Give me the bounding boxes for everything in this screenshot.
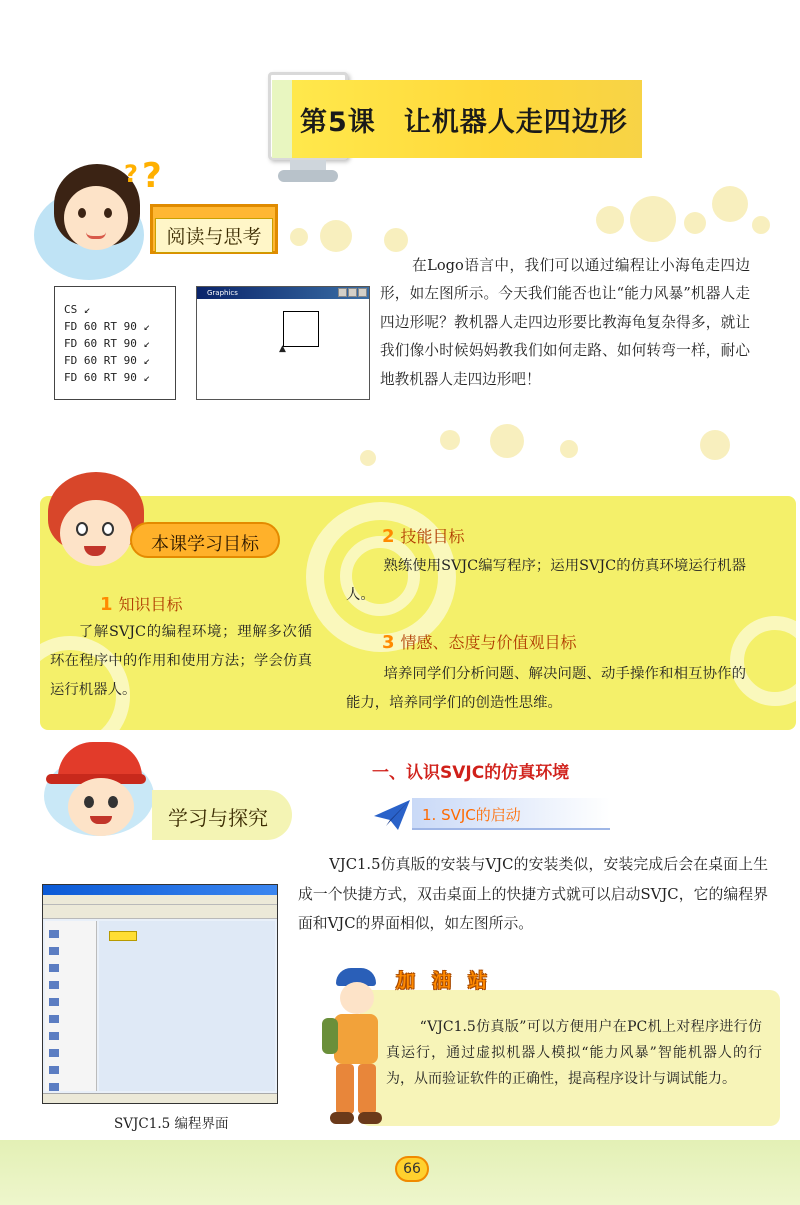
tip-title: 加 油 站 [396, 970, 488, 992]
drawn-square [283, 311, 319, 347]
logo-code-box [54, 286, 176, 400]
goals-section-label: 本课学习目标 [130, 522, 280, 558]
module-palette [45, 921, 97, 1091]
boy-character-illustration [40, 470, 150, 580]
study-section-label: 学习与探究 [152, 790, 292, 840]
code-line: FD 60 RT 90 ↙ [64, 320, 151, 333]
decor-dot [684, 212, 706, 234]
code-line: FD 60 RT 90 ↙ [64, 354, 151, 367]
knowledge-goal-heading: 1 知识目标 [100, 594, 183, 615]
page-number: 66 [395, 1156, 429, 1182]
boy-with-backpack-illustration [316, 966, 386, 1132]
subheading: 1. SVJC的启动 [422, 806, 521, 824]
decor-dot [440, 430, 460, 450]
paper-plane-icon [372, 796, 412, 832]
close-icon [358, 288, 367, 297]
toolbar [43, 905, 277, 919]
graphics-window [196, 286, 370, 400]
decor-dot [560, 440, 578, 458]
decor-dot [320, 220, 352, 252]
statusbar [43, 1093, 277, 1103]
menubar [43, 895, 277, 905]
titlebar [43, 885, 277, 895]
start-block [109, 931, 137, 941]
minimize-icon [338, 288, 347, 297]
decor-dot [290, 228, 308, 246]
decor-dot [700, 430, 730, 460]
tip-text: “VJC1.5仿真版”可以方便用户在PC机上对程序进行仿真运行，通过虚拟机器人模拟“能力风暴”智能机器人的行为，从而验证软件的正确性，提高程序设计与调试能力。 [386, 1019, 762, 1087]
lesson-title: 第5课 让机器人走四边形 [300, 107, 628, 138]
capped-boy-illustration [40, 736, 160, 846]
decor-dot [490, 424, 524, 458]
code-line: FD 60 RT 90 ↙ [64, 371, 151, 384]
decor-dot [596, 206, 624, 234]
attitude-goal-text: 培养同学们分析问题、解决问题、动手操作和相互协作的能力，培养同学们的创造性思维。 [346, 666, 746, 711]
decor-dot [752, 216, 770, 234]
reading-section-label: 阅读与思考 [150, 204, 278, 254]
graphics-window-titlebar: Graphics [197, 287, 369, 299]
screenshot-caption: SVJC1.5 编程界面 [114, 1116, 229, 1132]
turtle-icon: ▲ [279, 344, 286, 354]
svjc-startup-paragraph: VJC1.5仿真版的安装与VJC的安装类似，安装完成后会在桌面上生成一个快捷方式，双击桌面上的快捷方式就可以启动SVJC，它的编程界面和VJC的界面相似，如左图所示。 [298, 856, 768, 932]
maximize-icon [348, 288, 357, 297]
code-line: CS ↙ [64, 303, 91, 316]
decor-dot [630, 196, 676, 242]
skill-goal-text: 熟练使用SVJC编写程序；运用SVJC的仿真环境运行机器人。 [346, 558, 746, 603]
girl-character-illustration: ? ? [30, 160, 160, 280]
flowchart-canvas [99, 921, 275, 1091]
svjc-interface-screenshot [42, 884, 278, 1104]
code-line: FD 60 RT 90 ↙ [64, 337, 151, 350]
decor-dot [384, 228, 408, 252]
section-heading: 一、认识SVJC的仿真环境 [372, 763, 570, 783]
decor-dot [712, 186, 748, 222]
page-number-badge [386, 1150, 436, 1196]
attitude-goal-heading: 3 情感、态度与价值观目标 [382, 632, 577, 653]
skill-goal-heading: 2 技能目标 [382, 526, 465, 547]
knowledge-goal-text: 了解SVJC的编程环境；理解多次循环在程序中的作用和使用方法；学会仿真运行机器人。 [50, 624, 312, 698]
reading-paragraph: 在Logo语言中，我们可以通过编程让小海龟走四边形，如左图所示。今天我们能否也让“能力风暴”机器人走四边形呢？教机器人走四边形要比教海龟复杂得多，就让我们像小时候妈妈教我们如何走路、如何转弯一样，耐心地教机器人走四边形吧！ [380, 257, 750, 388]
decor-dot [360, 450, 376, 466]
